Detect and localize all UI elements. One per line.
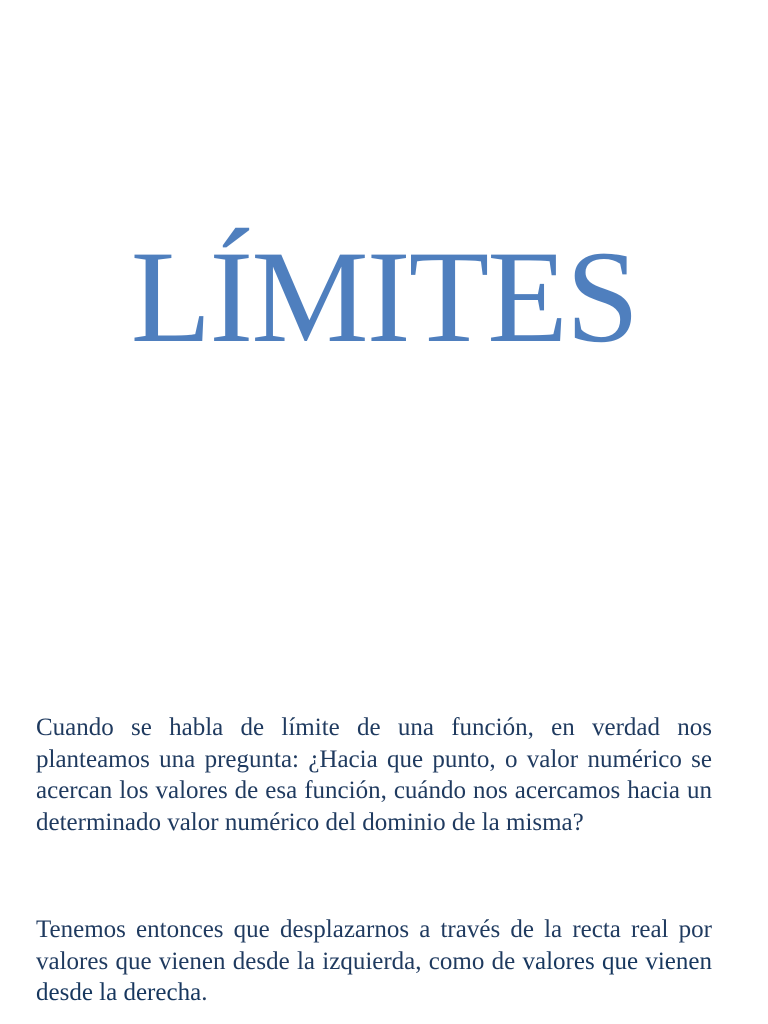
paragraph-2-end-text: valores que vienen desde la derecha [36,947,712,1006]
paragraph-2-period: . [201,979,208,1006]
paragraph-1-text: Cuando se habla de límite de una función, en verdad nos planteamos una pregunta: ¿Hacia que punto, o valor numérico se acercan los valores de esa función, cuándo nos acercamos hacia un determinado valor numérico del dominio de la misma? [36,714,712,836]
paragraph-2-start-text: Tenemos entonces que desplazarnos a través de la recta real por valores que vienen desde la izquierda, como de [36,916,712,975]
page-title: LÍMITES [130,223,638,370]
body-paragraph-1 [36,712,712,838]
body-paragraph-2 [36,914,712,1009]
